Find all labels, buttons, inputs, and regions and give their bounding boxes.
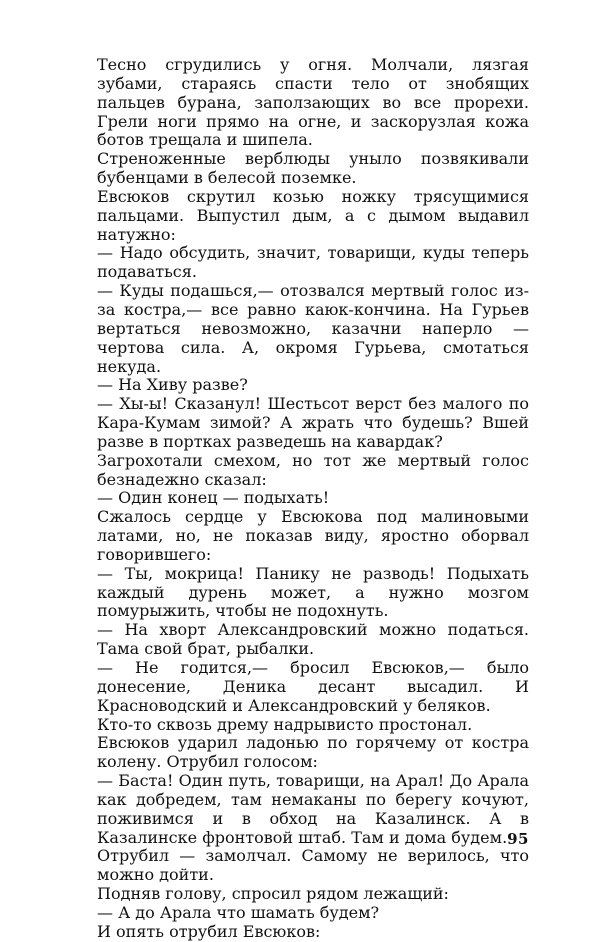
paragraph: Стреноженные верблюды уныло позвякивали бубенцами в белесой поземке. (97, 149, 529, 188)
paragraph: — Не годится,— бросил Евсюков,— было донесение, Деника десант высадил. И Красноводский и Александровский у беляков. (97, 658, 529, 715)
book-page-text (97, 56, 529, 942)
paragraph: Загрохотали смехом, но тот же мертвый голос безнадежно сказал: (97, 450, 529, 489)
paragraph: Тесно сгрудились у огня. Молчали, лязгая зубами, стараясь спасти тело от знобящих пальцев бурана, заползающих во все прорехи. Грели ноги прямо на огне, и заскорузлая кожа ботов трещала и шипела. (97, 55, 529, 150)
paragraph: — На хворт Александровский можно податься. Тама свой брат, рыбалки. (97, 620, 529, 659)
paragraph: Отрубил — замолчал. Самому не верилось, что можно дойти. (97, 846, 529, 885)
paragraph: — А до Арала что шамать будем? (97, 902, 380, 922)
paragraph: — Надо обсудить, значит, товарищи, куды теперь подаваться. (97, 243, 529, 282)
paragraph: И опять отрубил Евсюков: (97, 921, 321, 941)
paragraph: — Куды подашься,— отозвался мертвый голос из-за костра,— все равно каюк-кончина. На Гурьев вертаться невозможно, казачни наперло — чертова сила. А, окромя Гурьева, смотаться некуда. (97, 281, 529, 376)
paragraph: Подняв голову, спросил рядом лежащий: (97, 884, 449, 904)
paragraph: Евсюков ударил ладонью по горячему от костра колену. Отрубил голосом: (97, 733, 529, 772)
paragraph: Кто-то сквозь дрему надрывисто простонал. (97, 714, 473, 734)
paragraph: — Хы-ы! Сказанул! Шестьсот верст без малого по Кара-Кумам зимой? А жрать что будешь? Вшей разве в портках разведешь на кавардак? (97, 394, 529, 451)
paragraph: — Баста! Один путь, товарищи, на Арал! До Арала как добредем, там немаканы по берегу кочуют, поживимся и в обход на Казалинск. А в Казалинске фронтовой штаб. Там и дома будем. (97, 771, 529, 847)
paragraph: — На Хиву разве? (97, 375, 248, 395)
paragraph: Евсюков скрутил козью ножку трясущимися пальцами. Выпустил дым, а с дымом выдавил натужно: (97, 186, 529, 244)
paragraph: — Один конец — подыхать! (97, 488, 330, 508)
paragraph: Сжалось сердце у Евсюкова под малиновыми латами, но, не показав виду, яростно оборвал говорившего: (97, 507, 529, 564)
paragraph: — Ты, мокрица! Панику не разводь! Подыхать каждый дурень может, а нужно мозгом помурыжить, чтобы не подохнуть. (97, 563, 529, 621)
page-number: 95 (507, 830, 529, 848)
